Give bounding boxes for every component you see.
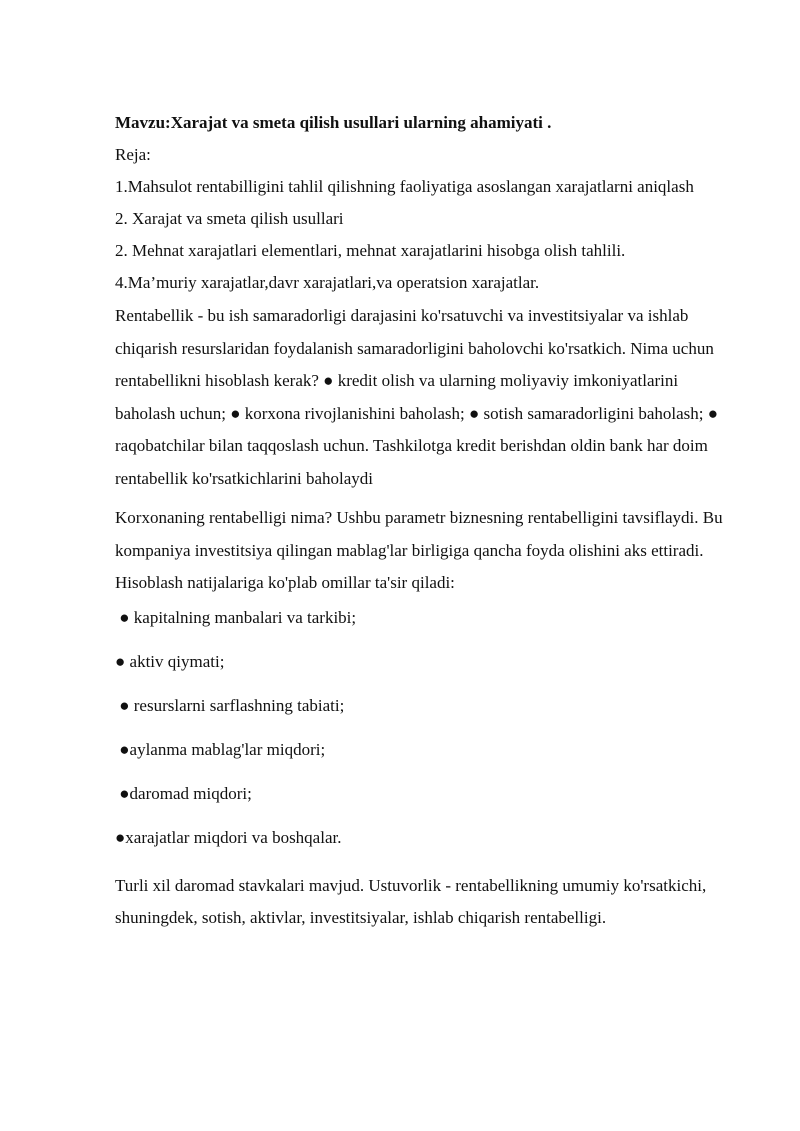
document-title: Mavzu:Xarajat va smeta qilish usullari ularning ahamiyati .	[115, 113, 552, 132]
paragraph-korxona: Korxonaning rentabelligi nima? Ushbu parametr biznesning rentabelligini tavsiflaydi. Bu kompaniya investitsiya qilingan mablag'lar birligiga qancha foyda olishini aks ettiradi. Hisoblash natijalariga ko'plab omillar ta'sir qiladi:	[115, 508, 723, 592]
plan-item: 1.Mahsulot rentabilligini tahlil qilishning faoliyatiga asoslangan xarajatlarni aniqlash	[115, 177, 694, 196]
bullet-item: ●aylanma mablag'lar miqdori;	[115, 739, 326, 759]
bullet-item: ●xarajatlar miqdori va boshqalar.	[115, 827, 342, 847]
plan-item: 2. Xarajat va smeta qilish usullari	[115, 209, 344, 228]
bullet-item: ● aktiv qiymati;	[115, 651, 225, 671]
document-page	[115, 111, 735, 935]
bullet-item: ● kapitalning manbalari va tarkibi;	[115, 607, 357, 627]
plan-item: 4.Ma’muriy xarajatlar,davr xarajatlari,va operatsion xarajatlar.	[115, 273, 540, 292]
plan-label: Reja:	[115, 145, 151, 164]
bullet-item: ● resurslarni sarflashning tabiati;	[115, 695, 345, 715]
bullet-item: ●daromad miqdori;	[115, 783, 252, 803]
paragraph-rentabellik: Rentabellik - bu ish samaradorligi darajasini ko'rsatuvchi va investitsiyalar va ishlab chiqarish resurslaridan foydalanish samaradorligini baholovchi ko'rsatkich. Nima uchun rentabellikni hisoblash kerak? ● kredit olish va ularning moliyaviy imkoniyatlarini baholash uchun; ● korxona rivojlanishini baholash; ● sotish samaradorligini baholash; ● raqobatchilar bilan taqqoslash uchun. Tashkilotga kredit berishdan oldin bank har doim rentabellik ko'rsatkichlarini baholaydi	[115, 306, 719, 488]
plan-item: 2. Mehnat xarajatlari elementlari, mehnat xarajatlarini hisobga olish tahlili.	[115, 241, 626, 260]
bullet-list	[115, 606, 735, 850]
paragraph-daromad: Turli xil daromad stavkalari mavjud. Ustuvorlik - rentabellikning umumiy ko'rsatkichi, shuningdek, sotish, aktivlar, investitsiyalar, ishlab chiqarish rentabelligi.	[115, 875, 707, 927]
